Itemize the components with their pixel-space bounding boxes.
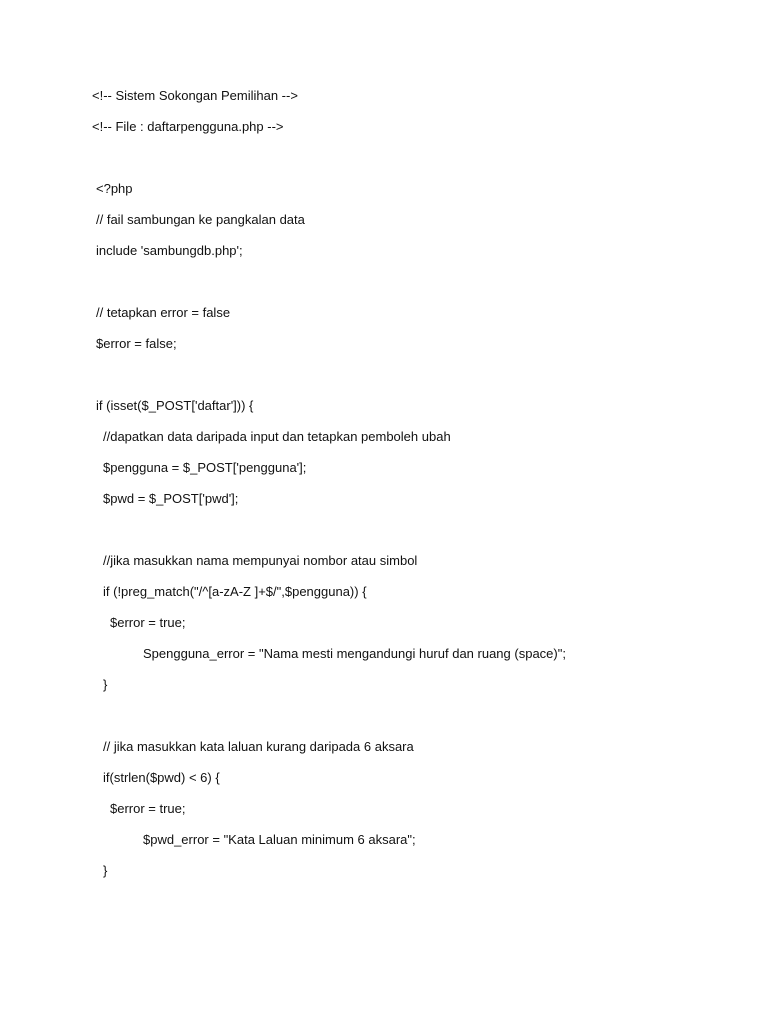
code-line-comment-name-check: //jika masukkan nama mempunyai nombor atau simbol (103, 553, 418, 568)
comment-line-file: <!-- File : daftarpengguna.php --> (92, 119, 284, 134)
comment-line-title: <!-- Sistem Sokongan Pemilihan --> (92, 88, 298, 103)
code-line-include: include 'sambungdb.php'; (96, 243, 243, 258)
code-line-comment-connection: // fail sambungan ke pangkalan data (96, 212, 305, 227)
code-line-comment-password-check: // jika masukkan kata laluan kurang daripada 6 aksara (103, 739, 414, 754)
code-line-close-brace-1: } (103, 677, 108, 692)
code-line-pengguna: $pengguna = $_POST['pengguna']; (103, 460, 307, 475)
code-line-if-isset: if (isset($_POST['daftar'])) { (96, 398, 254, 413)
code-line-if-preg-match: if (!preg_match("/^[a-zA-Z ]+$/",$pengguna)) { (103, 584, 367, 599)
code-line-if-strlen: if(strlen($pwd) < 6) { (103, 770, 220, 785)
code-line-error-true-2: $error = true; (110, 801, 186, 816)
code-line-comment-input: //dapatkan data daripada input dan tetapkan pemboleh ubah (103, 429, 451, 444)
code-line-pengguna-error: Spengguna_error = "Nama mesti mengandungi huruf dan ruang (space)"; (143, 646, 566, 661)
code-line-comment-error: // tetapkan error = false (96, 305, 231, 320)
code-line-error-true-1: $error = true; (110, 615, 186, 630)
code-line-close-brace-2: } (103, 863, 108, 878)
code-line-pwd-error: $pwd_error = "Kata Laluan minimum 6 aksara"; (143, 832, 416, 847)
code-line-php-open: <?php (96, 181, 133, 196)
code-line-pwd: $pwd = $_POST['pwd']; (103, 491, 239, 506)
code-line-error-false: $error = false; (96, 336, 177, 351)
